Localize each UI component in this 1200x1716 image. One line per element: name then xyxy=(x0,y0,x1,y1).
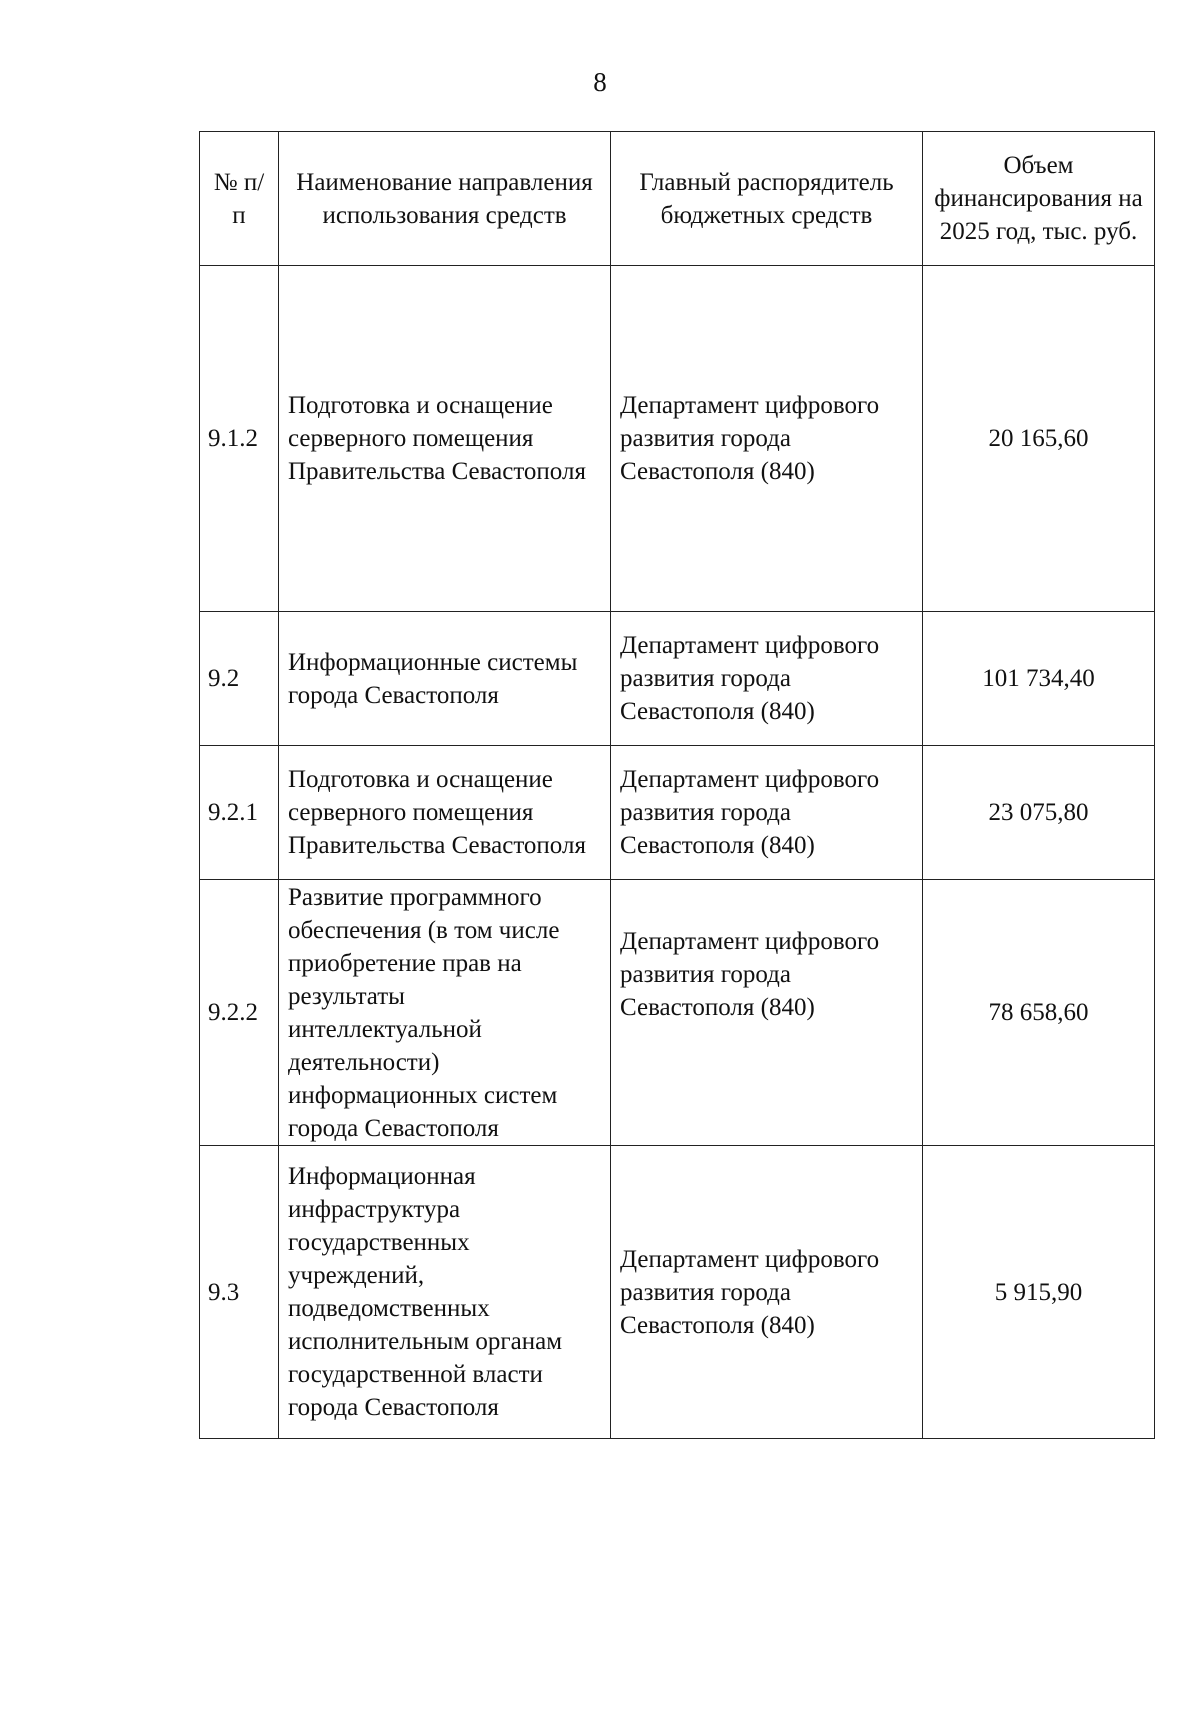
row-amount: 23 075,80 xyxy=(923,746,1155,880)
row-manager-text: Департамент цифрового развития города Севастополя (840) xyxy=(620,632,880,725)
row-name-text: Информационная инфраструктура государственных учреждений, подведомственных исполнительным органам государственной власти города Севастополя xyxy=(288,1163,563,1421)
table-row xyxy=(200,266,1155,612)
header-manager: Главный распорядитель бюджетных средств xyxy=(611,132,923,266)
row-manager xyxy=(611,880,923,1146)
page-number: 8 xyxy=(593,67,607,97)
row-name-text: Развитие программного обеспечения (в том числе приобретение прав на результаты интеллектуальной деятельности) информационных систем города Севастополя xyxy=(288,883,560,1142)
row-manager-text: Департамент цифрового развития города Севастополя (840) xyxy=(620,766,880,859)
table-header-row xyxy=(200,132,1155,266)
row-number: 9.2.2 xyxy=(200,880,279,1146)
row-manager xyxy=(611,1146,923,1439)
budget-table xyxy=(199,131,1155,1439)
row-manager-text: Департамент цифрового развития города Севастополя (840) xyxy=(620,392,880,485)
row-manager xyxy=(611,612,923,746)
row-name xyxy=(279,1146,611,1439)
row-amount: 101 734,40 xyxy=(923,612,1155,746)
row-amount: 20 165,60 xyxy=(923,266,1155,612)
header-amount: Объем финансирования на 2025 год, тыс. руб. xyxy=(923,132,1155,266)
row-number: 9.2 xyxy=(200,612,279,746)
row-amount: 5 915,90 xyxy=(923,1146,1155,1439)
row-manager xyxy=(611,266,923,612)
row-name xyxy=(279,880,611,1146)
row-name-text: Информационные системы города Севастополя xyxy=(288,648,578,709)
row-number: 9.1.2 xyxy=(200,266,279,612)
row-number: 9.2.1 xyxy=(200,746,279,880)
row-manager xyxy=(611,746,923,880)
row-manager-text: Департамент цифрового развития города Севастополя (840) xyxy=(620,1245,880,1339)
table-row xyxy=(200,612,1155,746)
table-row xyxy=(200,880,1155,1146)
row-name-text: Подготовка и оснащение серверного помещения Правительства Севастополя xyxy=(288,766,586,859)
header-name: Наименование направления использования средств xyxy=(279,132,611,266)
row-amount: 78 658,60 xyxy=(923,880,1155,1146)
row-number: 9.3 xyxy=(200,1146,279,1439)
row-name xyxy=(279,746,611,880)
row-manager-text: Департамент цифрового развития города Севастополя (840) xyxy=(620,928,880,1021)
table-row xyxy=(200,1146,1155,1439)
header-number: № п/п xyxy=(200,132,279,266)
row-name xyxy=(279,612,611,746)
row-name-text: Подготовка и оснащение серверного помещения Правительства Севастополя xyxy=(288,392,586,485)
row-name xyxy=(279,266,611,612)
table-row xyxy=(200,746,1155,880)
